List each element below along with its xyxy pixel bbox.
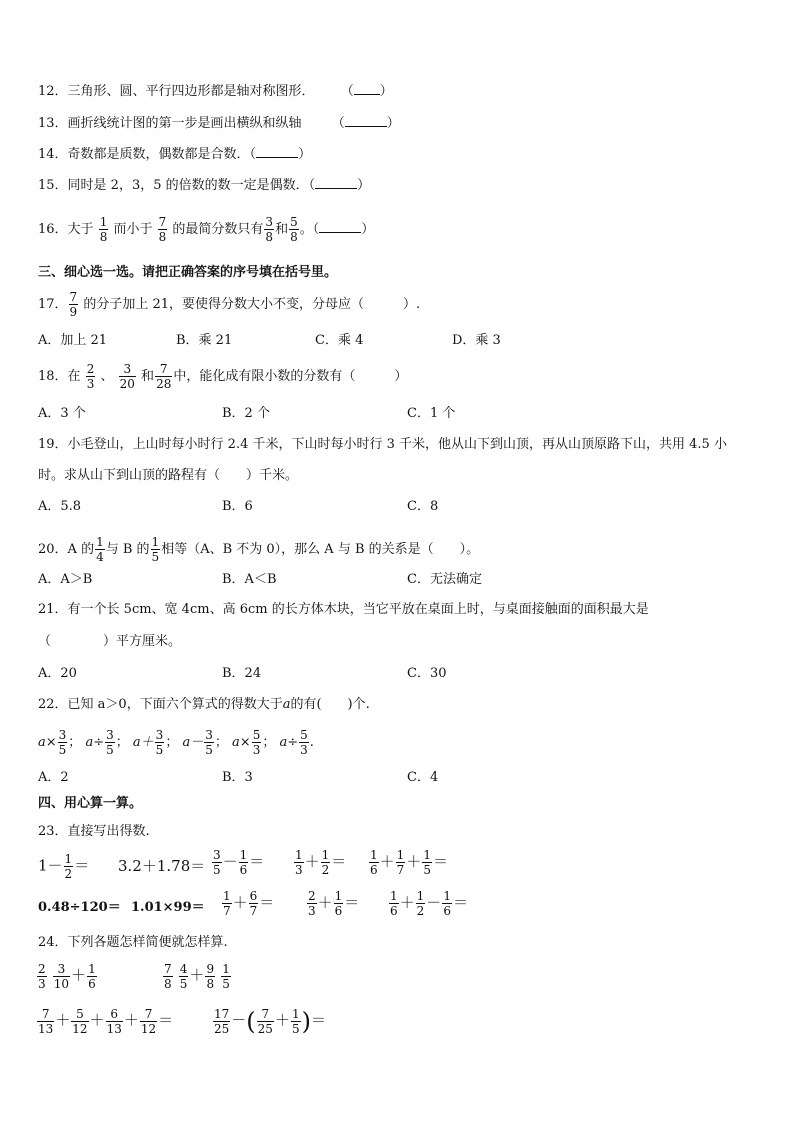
q16-text: 的最简分数只有	[172, 222, 264, 237]
paren-open: （	[249, 147, 257, 162]
q17-option-b[interactable]: B．乘 21	[176, 333, 233, 348]
paren-close: ）	[357, 178, 371, 193]
fraction: $\frac{3}{5}$	[106, 728, 114, 757]
q22-expressions: a× $\frac{3}{5}$ ； a÷ $\frac{3}{5}$ ； a＋ $\frac{3}{5}$ ； a－ $\frac{3}{5}$ ； a× $\frac{5}{3}$ ； a÷ $\frac{5}{3}$ .	[38, 728, 314, 757]
question-19-line-2: 时。求从山下到山顶的路程有（ ）千米。	[38, 468, 299, 483]
fraction: $\frac{5}{8}$	[290, 215, 298, 244]
paren-open: （	[331, 116, 345, 131]
q22-variable: a	[282, 697, 291, 712]
question-18	[38, 362, 407, 391]
fraction: $\frac{3}{5}$	[205, 728, 213, 757]
fraction: $\frac{7}{9}$	[69, 290, 78, 319]
q22-text: 的有( )个.	[290, 697, 370, 712]
answer-blank-12[interactable]	[354, 82, 380, 95]
calc-1a: 1－ $\frac{1}{2}$ ＝	[38, 852, 90, 881]
calc-2e: $\frac{1}{6}$ ＋ $\frac{1}{2}$ － $\frac{1}{6}$ ＝	[390, 889, 468, 918]
fraction: $\frac{1}{5}$	[151, 535, 160, 564]
answer-blank-16[interactable]	[319, 220, 361, 233]
q17-text: 的分子加上 21，要使得分数大小不变，分母应（ ）.	[83, 297, 421, 312]
q21-option-c[interactable]: C．30	[407, 666, 447, 681]
q15-text: 15．同时是 2，3，5 的倍数的数一定是偶数．	[38, 178, 309, 193]
expr-op: a÷	[279, 735, 299, 750]
fraction: $\frac{3}{20}$	[119, 362, 135, 391]
question-20	[38, 535, 479, 564]
fraction: $\frac{3}{8}$	[265, 215, 274, 244]
paren-close: ）	[298, 147, 312, 162]
q17-option-d[interactable]: D．乘 3	[452, 333, 501, 348]
answer-blank-15[interactable]	[315, 176, 357, 189]
question-21-line-1: 21．有一个长 5cm、宽 4cm、高 6cm 的长方体木块，当它平放在桌面上时，与桌面接触面的面积最大是	[38, 602, 649, 617]
q16-text: 而小于	[113, 222, 153, 237]
q18-option-b[interactable]: B．2 个	[222, 406, 270, 421]
paren-close: ）	[361, 222, 375, 237]
question-12	[38, 82, 393, 101]
q18-option-c[interactable]: C．1 个	[407, 406, 456, 421]
expr-op: a－	[182, 735, 204, 750]
expr-op: a×	[232, 735, 251, 750]
q19-option-a[interactable]: A．5.8	[38, 499, 82, 514]
expr-op: a÷	[85, 735, 105, 750]
answer-blank-14[interactable]	[256, 145, 298, 158]
paren-open: （	[308, 178, 316, 193]
fraction: $\frac{1}{4}$	[96, 535, 104, 564]
calc-1b: 3.2＋1.78＝	[118, 857, 206, 875]
simplify-expr-4: $\frac{17}{25}$ －( $\frac{7}{25}$ ＋ $\frac{1}{5}$ )＝	[214, 1007, 326, 1036]
calc-2b: 1.01×99＝	[131, 900, 205, 915]
expr-op: a＋	[132, 735, 154, 750]
question-14	[38, 145, 311, 164]
fraction: $\frac{7}{8}$	[158, 215, 167, 244]
section-heading-4: 四、用心算一算。	[38, 796, 143, 811]
q16-text: 16．大于	[38, 222, 94, 237]
fraction: $\frac{1}{8}$	[99, 215, 108, 244]
q20-option-b[interactable]: B．A＜B	[222, 572, 277, 587]
fraction: $\frac{7}{28}$	[156, 362, 172, 391]
question-19-line-1: 19．小毛登山，上山时每小时行 2.4 千米，下山时每小时行 3 千米，他从山下到山顶，再从山顶原路下山，共用 4.5 小	[38, 437, 727, 452]
q14-text: 14．奇数都是质数，偶数都是合数．	[38, 147, 250, 162]
calc-2c: $\frac{1}{7}$ ＋ $\frac{6}{7}$ ＝	[223, 889, 275, 918]
q22-option-a[interactable]: A．2	[38, 770, 69, 785]
q17-number: 17．	[38, 297, 68, 312]
q18-text: 和	[141, 369, 155, 384]
q22-option-c[interactable]: C．4	[407, 770, 439, 785]
question-17	[38, 290, 420, 319]
q22-text: 22．已知 a＞0，下面六个算式的得数大于	[38, 697, 283, 712]
q20-text: 相等（A、B 不为 0），那么 A 与 B 的关系是（ ）。	[161, 542, 480, 557]
calc-2a: 0.48÷120＝	[38, 900, 121, 915]
question-24-title: 24．下列各题怎样简便就怎样算.	[38, 935, 228, 950]
expr-op: a×	[38, 735, 57, 750]
question-21-line-2: （ ）平方厘米。	[38, 634, 182, 649]
q18-text: 中，能化成有限小数的分数有（ ）	[173, 369, 408, 384]
q17-option-a[interactable]: A．加上 21	[38, 333, 108, 348]
q19-option-c[interactable]: C．8	[407, 499, 439, 514]
q20-text: 20．A 的	[38, 542, 95, 557]
q17-option-c[interactable]: C．乘 4	[315, 333, 364, 348]
q20-text: 与 B 的	[105, 542, 150, 557]
q21-option-b[interactable]: B．24	[222, 666, 262, 681]
section-heading-3: 三、细心选一选。请把正确答案的序号填在括号里。	[38, 265, 338, 280]
q16-text: 。（	[299, 222, 320, 237]
paren-open: （	[340, 84, 354, 99]
q20-option-a[interactable]: A．A＞B	[38, 572, 93, 587]
question-23-title: 23．直接写出得数.	[38, 824, 150, 839]
question-15	[38, 176, 370, 195]
fraction: $\frac{5}{3}$	[252, 728, 261, 757]
q21-option-a[interactable]: A．20	[38, 666, 77, 681]
answer-blank-13[interactable]	[345, 114, 387, 127]
calc-2d: $\frac{2}{3}$ ＋ $\frac{1}{6}$ ＝	[308, 889, 360, 918]
q16-text: 和	[275, 222, 289, 237]
simplify-expr-1: $\frac{2}{3}$ $\frac{3}{10}$ ＋ $\frac{1}{6}$	[38, 962, 96, 991]
fraction: $\frac{2}{3}$	[86, 362, 95, 391]
fraction: $\frac{3}{5}$	[58, 728, 67, 757]
fraction: $\frac{3}{5}$	[155, 728, 164, 757]
calc-1d: $\frac{1}{3}$ ＋ $\frac{1}{2}$ ＝	[295, 848, 347, 877]
fraction: $\frac{5}{3}$	[300, 728, 308, 757]
q20-option-c[interactable]: C．无法确定	[407, 572, 482, 587]
calc-1c: $\frac{3}{5}$ － $\frac{1}{6}$ ＝	[213, 848, 265, 877]
q18-text: 18．在	[38, 369, 81, 384]
calc-1e: $\frac{1}{6}$ ＋ $\frac{1}{7}$ ＋ $\frac{1}{5}$ ＝	[370, 848, 448, 877]
question-22	[38, 696, 370, 714]
simplify-expr-2: $\frac{7}{8}$ $\frac{4}{5}$ ＋ $\frac{9}{8}$ $\frac{1}{5}$	[164, 962, 230, 991]
question-13	[38, 114, 400, 133]
q12-text: 12．三角形、圆、平行四边形都是轴对称图形．	[38, 84, 315, 99]
q13-text: 13．画折线统计图的第一步是画出横纵和纵轴	[38, 116, 302, 131]
paren-close: ）	[379, 84, 393, 99]
simplify-expr-3: $\frac{7}{13}$ ＋ $\frac{5}{12}$ ＋ $\frac{6}{13}$ ＋ $\frac{7}{12}$ ＝	[38, 1007, 174, 1036]
q18-option-a[interactable]: A．3 个	[38, 406, 86, 421]
q22-option-b[interactable]: B．3	[222, 770, 253, 785]
question-16	[38, 215, 374, 244]
q18-text: 、	[100, 369, 114, 384]
q19-option-b[interactable]: B．6	[222, 499, 253, 514]
paren-close: ）	[386, 116, 400, 131]
